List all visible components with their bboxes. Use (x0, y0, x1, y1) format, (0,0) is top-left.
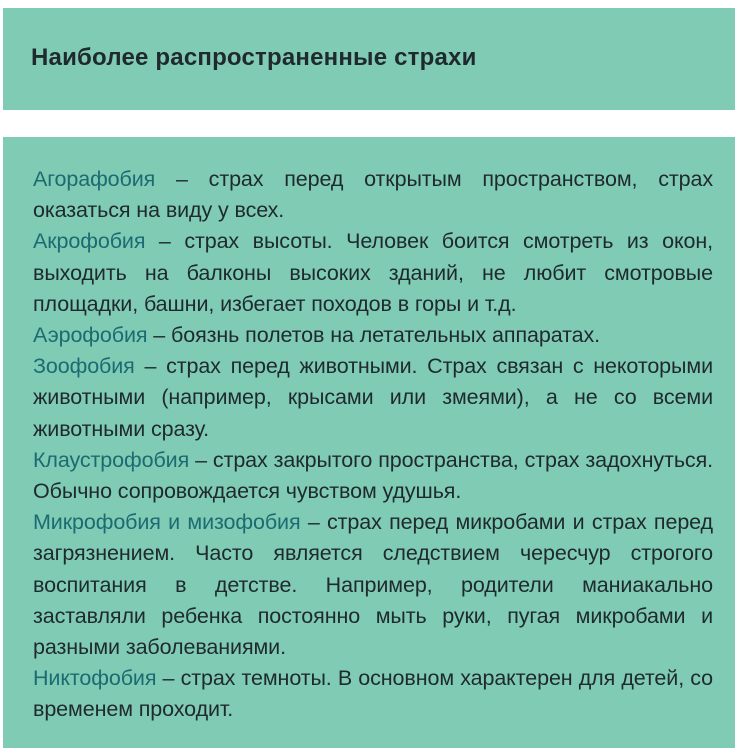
entry-acrophobia (33, 226, 713, 320)
definition-claustrophobia: – страх закрытого пространства, страх задохнуться. Обычно сопровождается чувством удушья. (33, 447, 713, 504)
content-panel (3, 137, 735, 748)
term-nyctophobia: Никтофобия (33, 666, 157, 691)
term-agoraphobia: Агорафобия (33, 167, 156, 191)
entry-microphobia (33, 507, 713, 663)
term-acrophobia: Акрофобия (33, 229, 146, 254)
entry-claustrophobia (33, 445, 713, 507)
page-title: Наиболее распространенные страхи (31, 44, 477, 71)
term-zoophobia: Зоофобия (33, 354, 135, 379)
term-claustrophobia: Клаустрофобия (33, 447, 190, 472)
definition-agoraphobia: – страх перед открытым пространством, страх оказаться на виду у всех. (33, 167, 713, 223)
entry-agoraphobia (33, 164, 713, 226)
term-microphobia: Микрофобия и мизофобия (33, 510, 301, 535)
header-panel (3, 8, 735, 110)
definition-zoophobia: – страх перед животными. Страх связан с некоторыми животными (например, крысами или змеями), а не со всеми животными сразу. (33, 354, 713, 441)
entry-nyctophobia (33, 663, 713, 725)
entry-zoophobia (33, 351, 713, 445)
entry-aerophobia (33, 320, 713, 351)
term-aerophobia: Аэрофобия (33, 323, 148, 348)
definition-microphobia: – страх перед микробами и страх перед загрязнением. Часто является следствием чересчур строгого воспитания в детстве. Например, родители маниакально заставляли ребенка постоянно мыть руки, пугая микробами и разными заболеваниями. (33, 510, 714, 660)
definition-acrophobia: – страх высоты. Человек боится смотреть из окон, выходить на балконы высоких зданий, не любит смотровые площадки, башни, избегает походов в горы и т.д. (33, 229, 713, 316)
definition-aerophobia: – боязнь полетов на летательных аппаратах. (147, 323, 600, 348)
definition-nyctophobia: – страх темноты. В основном характерен для детей, со временем проходит. (33, 666, 713, 722)
phobia-list (33, 164, 713, 726)
